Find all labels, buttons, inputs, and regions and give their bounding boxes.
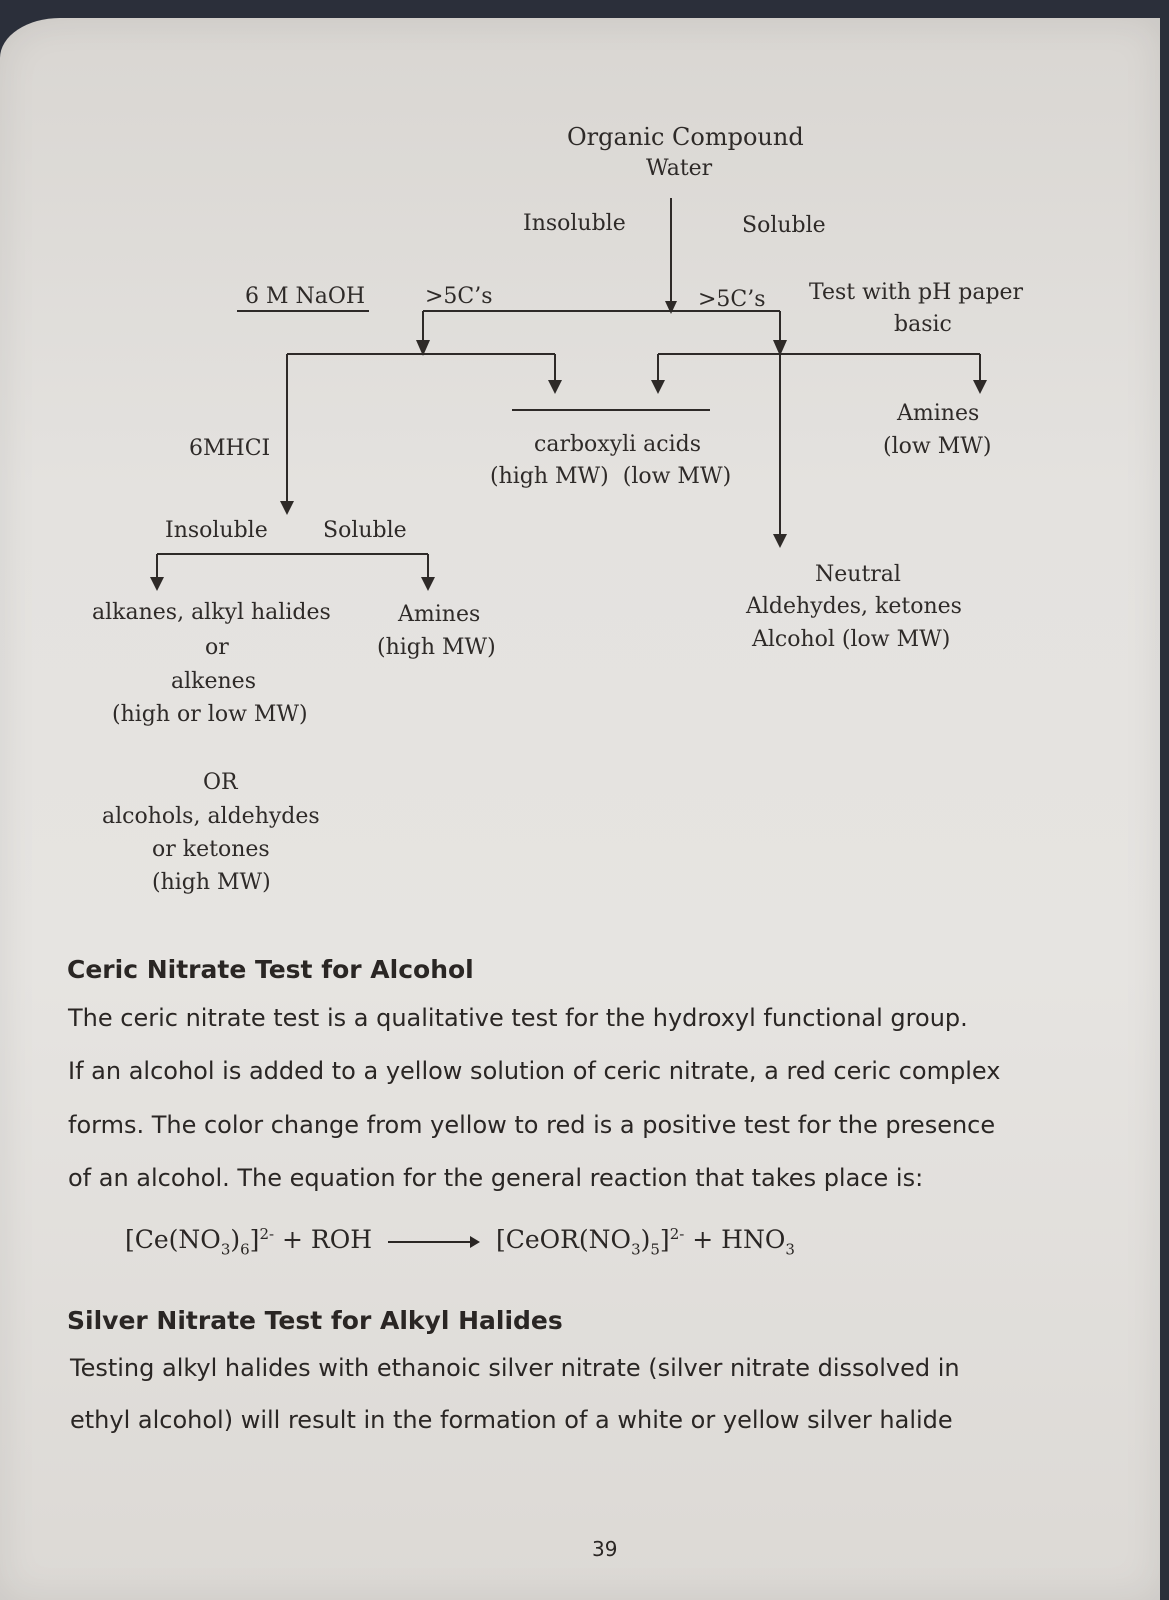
ceric-line-3: forms. The color change from yellow to red is a positive test for the presence (68, 1111, 996, 1139)
equation-reactants: $[Ce(NO_3)_6]^{2-}$ + ROH (125, 1225, 373, 1259)
arrowhead-amines-low (973, 380, 987, 394)
amines-high-label: Amines (398, 602, 481, 627)
gt5c-right-label: >5C’s (698, 287, 766, 312)
ceric-line-4: of an alcohol. The equation for the general reaction that takes place is: (68, 1164, 924, 1192)
amines-high-mw-label: (high MW) (377, 635, 496, 660)
ceric-equation (125, 1225, 795, 1258)
arrowhead-water (665, 301, 677, 314)
high-or-low-mw-label: (high or low MW) (112, 702, 308, 727)
arrowhead-hcl-soluble (421, 577, 435, 591)
silver-line-1: Testing alkyl halides with ethanoic silver nitrate (silver nitrate dissolved in (70, 1354, 960, 1382)
carboxylic-mw-label: (high MW) (low MW) (490, 464, 732, 489)
alcohols-aldehydes-label: alcohols, aldehydes (102, 804, 320, 829)
reaction-arrow-icon (388, 1240, 480, 1244)
arrowhead-carboxylic-left (548, 380, 562, 394)
hcl-insoluble-label: Insoluble (165, 518, 268, 543)
alkenes-label: alkenes (171, 669, 256, 694)
ceric-heading: Ceric Nitrate Test for Alcohol (67, 955, 474, 984)
or-ketones-label: or ketones (152, 837, 270, 862)
water-soluble-label: Soluble (742, 213, 826, 238)
amines-low-mw-label: (low MW) (883, 434, 992, 459)
amines-low-label: Amines (897, 401, 980, 426)
alkanes-label: alkanes, alkyl halides (92, 600, 331, 625)
high-mw-label: (high MW) (152, 870, 271, 895)
arrowhead-hcl (280, 501, 294, 515)
or-label: or (205, 635, 229, 660)
ph-basic-label: basic (894, 312, 952, 337)
alcohol-low-mw-label: Alcohol (low MW) (752, 627, 951, 652)
ceric-line-1: The ceric nitrate test is a qualitative test for the hydroxyl functional group. (68, 1004, 968, 1032)
naoh-label: 6 M NaOH (245, 284, 366, 309)
neutral-label: Neutral (815, 562, 901, 587)
silver-heading: Silver Nitrate Test for Alkyl Halides (67, 1306, 563, 1335)
gt5c-left-label: >5C’s (425, 284, 493, 309)
or-caps-label: OR (203, 770, 238, 795)
carboxylic-acids-label: carboxyli acids (534, 432, 702, 457)
water-label: Water (646, 156, 713, 181)
aldehydes-ketones-label: Aldehydes, ketones (746, 594, 962, 619)
arrowhead-neutral (773, 534, 787, 548)
water-insoluble-label: Insoluble (523, 211, 626, 236)
ph-test-label: Test with pH paper (809, 280, 1024, 305)
hcl-soluble-label: Soluble (323, 518, 407, 543)
organic-compound-label: Organic Compound (567, 123, 804, 151)
arrowhead-hcl-insoluble (150, 577, 164, 591)
arrowhead-carboxylic-right (651, 380, 665, 394)
ceric-line-2: If an alcohol is added to a yellow solution of ceric nitrate, a red ceric complex (68, 1057, 1001, 1085)
silver-line-2: ethyl alcohol) will result in the formation of a white or yellow silver halide (70, 1406, 953, 1434)
equation-products: $[CeOR(NO_3)_5]^{2-} + HNO_3$ (495, 1225, 795, 1259)
book-page (0, 18, 1160, 1600)
hcl-label: 6MHCI (189, 436, 271, 461)
page-number: 39 (592, 1537, 618, 1561)
